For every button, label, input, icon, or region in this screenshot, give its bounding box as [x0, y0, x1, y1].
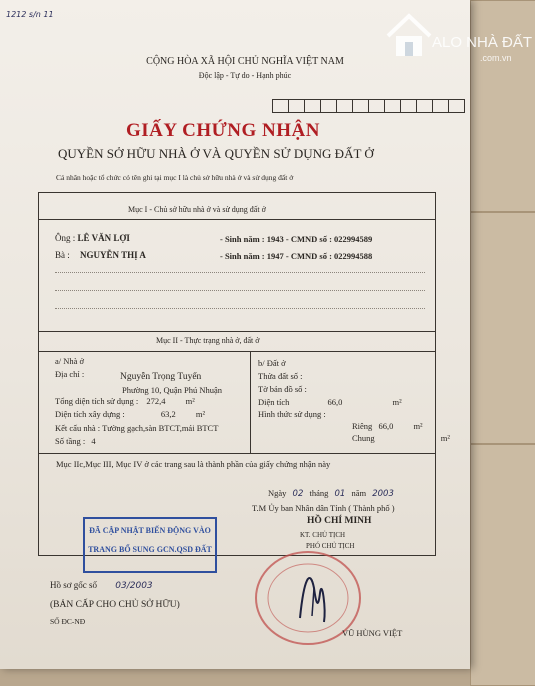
- owner-name: LÊ VĂN LỢI: [77, 233, 130, 243]
- authority-city: HỒ CHÍ MINH: [307, 516, 372, 526]
- owner-prefix: Ông :: [55, 233, 76, 243]
- serial-number-boxes: [272, 99, 464, 118]
- build-area-value: 63,2: [160, 409, 176, 419]
- unit-m2: m²: [185, 396, 195, 406]
- house-icon: [384, 10, 434, 60]
- private-value: 66,0: [378, 421, 394, 431]
- floors-label: Số tầng :: [55, 436, 86, 446]
- owner-prefix: Bà :: [55, 250, 70, 260]
- total-area-row: [55, 396, 195, 406]
- file-number-row: [50, 580, 153, 591]
- owner-info: - Sinh năm : 1947 - CMND số : 022994588: [220, 251, 373, 261]
- structure-label: Kết cấu nhà :: [55, 423, 101, 433]
- file-label: Hồ sơ gốc số: [50, 580, 98, 590]
- build-area-row: [55, 409, 205, 419]
- authority-line: T.M Ủy ban Nhân dân Tỉnh ( Thành phố ): [252, 503, 395, 513]
- motto: Độc lập - Tự do - Hạnh phúc: [198, 71, 292, 80]
- year-value: 2003: [372, 489, 394, 499]
- note-line: Mục IIc,Mục III, Mục IV ở các trang sau là thành phần của giấy chứng nhận này: [56, 459, 331, 469]
- shared-row: [352, 433, 450, 443]
- day-label: Ngày: [268, 488, 287, 498]
- build-area-label: Diện tích xây dựng :: [55, 409, 125, 419]
- watermark-brand: ALO NHÀ ĐẤT: [432, 34, 533, 51]
- intro-line: Cá nhân hoặc tổ chức có tên ghi tại mục I là chủ sở hữu nhà ở và sử dụng đất ở: [56, 173, 294, 182]
- day-value: 02: [292, 489, 304, 499]
- document-code: SỐ ĐC-NĐ: [50, 617, 86, 626]
- land-area-row: [258, 397, 402, 407]
- year-label: năm: [351, 488, 367, 498]
- address-line2: Phường 10, Quận Phú Nhuận: [122, 385, 223, 395]
- map-label: Tờ bản đồ số :: [258, 384, 307, 394]
- issue-date: [268, 488, 394, 499]
- unit-m2: m²: [413, 421, 423, 431]
- watermark-logo: [384, 6, 534, 66]
- certificate-title: GIẤY CHỨNG NHẬN: [126, 120, 320, 141]
- file-number: 03/2003: [115, 581, 153, 591]
- total-area-label: Tổng diện tích sử dụng :: [55, 396, 139, 406]
- structure-row: [55, 423, 218, 433]
- unit-m2: m²: [440, 433, 450, 443]
- land-heading: b/ Đất ở: [258, 358, 286, 368]
- owner-row: [55, 250, 146, 260]
- floors-value: 4: [91, 436, 96, 446]
- owner-name: NGUYỄN THỊ A: [80, 250, 146, 260]
- use-label: Hình thức sử dụng :: [258, 409, 326, 419]
- month-value: 01: [334, 489, 346, 499]
- owner-row: [55, 233, 130, 243]
- floors-row: [55, 436, 96, 446]
- signer-name: VŨ HÙNG VIỆT: [342, 628, 403, 638]
- section1-heading: Mục I - Chủ sở hữu nhà ở và sử dụng đất ở: [128, 205, 266, 214]
- floor-tile: [470, 444, 535, 686]
- copy-note: (BẢN CẤP CHO CHỦ SỞ HỮU): [50, 600, 180, 610]
- section2-heading: Mục II - Thực trạng nhà ở, đất ở: [156, 336, 260, 345]
- land-area-value: 66,0: [327, 397, 343, 407]
- republic-header: CỘNG HÒA XÃ HỘI CHỦ NGHĨA VIỆT NAM: [146, 56, 344, 67]
- private-label: Riêng: [352, 421, 373, 431]
- address-label: Địa chỉ :: [55, 369, 85, 379]
- authority-kt: KT. CHỦ TỊCH: [300, 531, 346, 539]
- update-stamp: [83, 517, 217, 573]
- shared-label: Chung: [352, 433, 375, 443]
- land-area-label: Diện tích: [258, 397, 290, 407]
- structure-value: Tường gạch,sàn BTCT,mái BTCT: [102, 423, 219, 433]
- authority-deputy: PHÓ CHỦ TỊCH: [306, 542, 355, 550]
- total-area-value: 272,4: [146, 396, 166, 406]
- corner-note: 1212 s/n 11: [6, 10, 54, 19]
- unit-m2: m²: [392, 397, 402, 407]
- unit-m2: m²: [195, 409, 206, 419]
- watermark-domain: .com.vn: [480, 53, 512, 63]
- update-stamp-line1: ĐÃ CẬP NHẬT BIẾN ĐỘNG VÀO: [89, 526, 211, 535]
- private-row: [352, 421, 423, 431]
- month-label: tháng: [309, 488, 329, 498]
- form-frame: [38, 192, 436, 556]
- owner-info: - Sinh năm : 1943 - CMND số : 022994589: [220, 234, 373, 244]
- floor-tile: [470, 212, 535, 444]
- lot-label: Thửa đất số :: [258, 371, 303, 381]
- address-line1: Nguyễn Trọng Tuyển: [120, 372, 202, 382]
- update-stamp-line2: TRANG BỔ SUNG GCN.QSD ĐẤT: [88, 545, 212, 554]
- certificate-subtitle: QUYỀN SỞ HỮU NHÀ Ở VÀ QUYỀN SỬ DỤNG ĐẤT Ở: [58, 146, 374, 161]
- house-heading: a/ Nhà ở: [55, 356, 85, 366]
